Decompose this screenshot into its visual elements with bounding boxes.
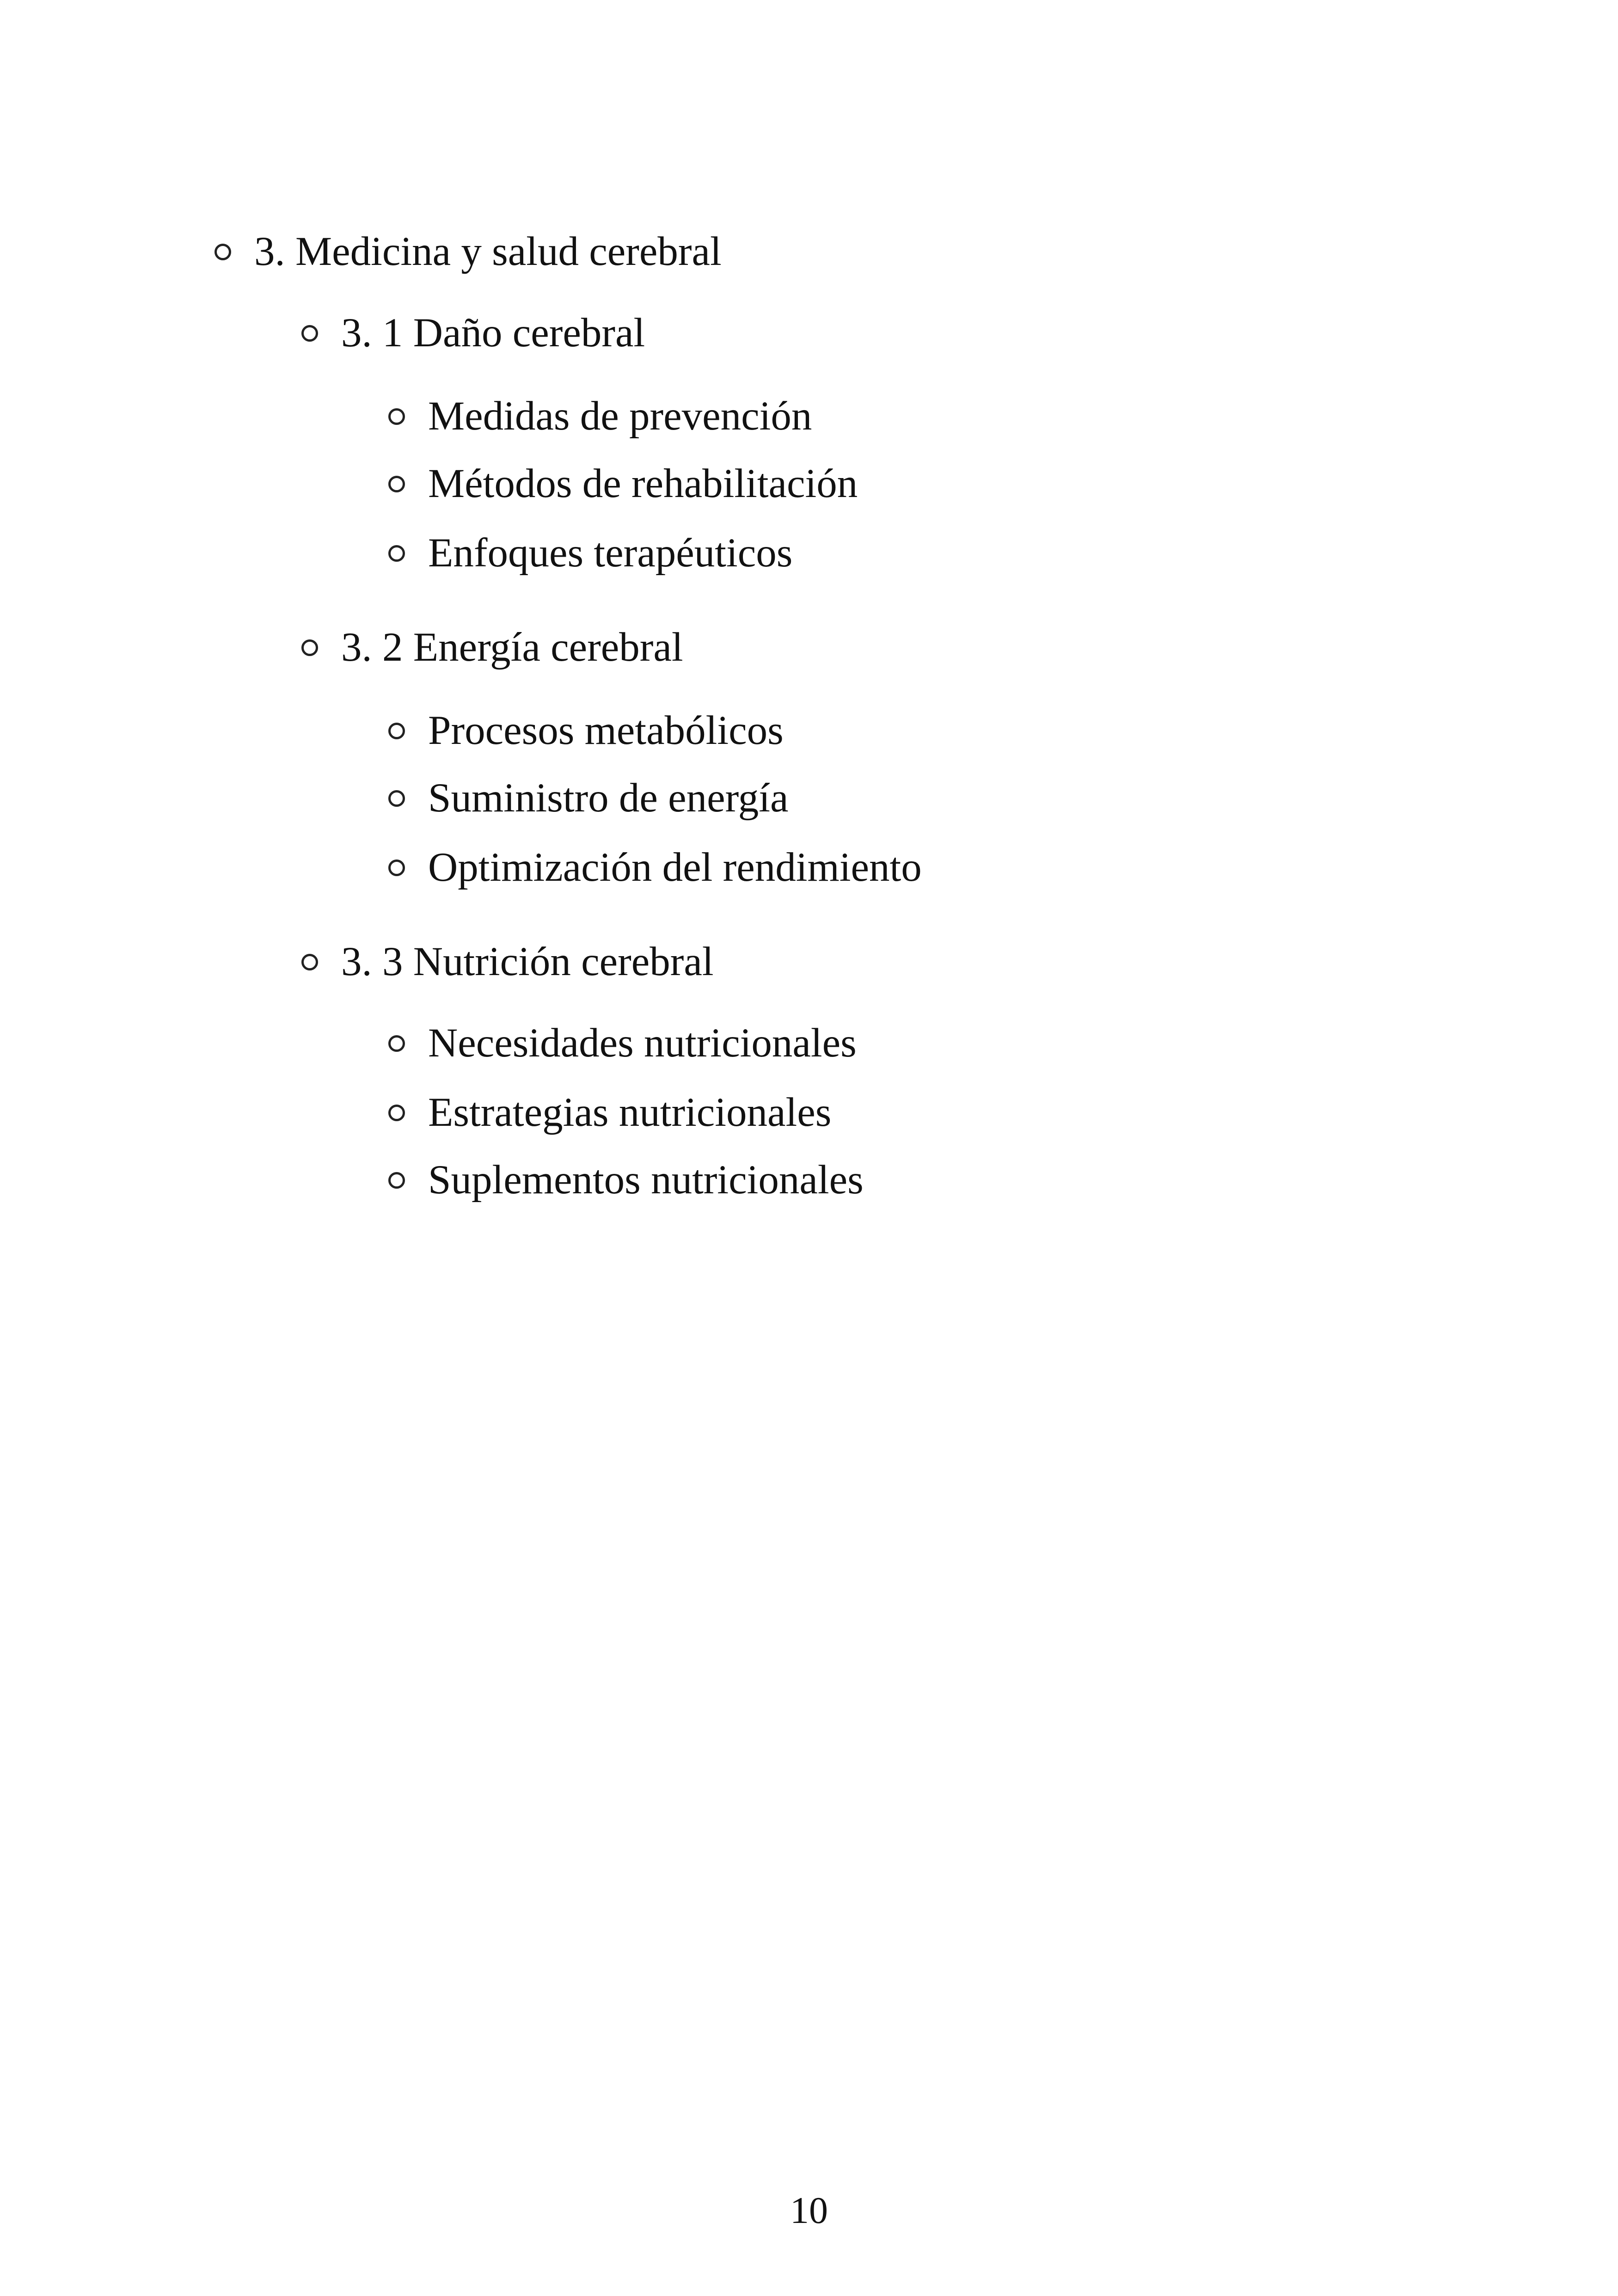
page-number: 10 — [790, 2189, 828, 2231]
circle-bullet-icon — [388, 1172, 405, 1189]
subsection-title: 3. 3 Nutrición cerebral — [341, 939, 714, 984]
outline-item — [388, 775, 789, 821]
outline-item — [388, 710, 784, 751]
outline-subsection — [301, 310, 645, 356]
outline-item-label: Optimización del rendimiento — [428, 845, 922, 890]
outline-item-label: Suministro de energía — [428, 775, 789, 821]
circle-bullet-icon — [388, 723, 405, 739]
outline-item — [388, 1092, 831, 1133]
circle-bullet-icon — [388, 790, 405, 807]
circle-bullet-icon — [388, 545, 405, 562]
circle-bullet-icon — [301, 639, 318, 656]
section-title: 3. Medicina y salud cerebral — [254, 229, 722, 274]
outline-item-label: Procesos metabólicos — [428, 708, 784, 753]
circle-bullet-icon — [301, 325, 318, 342]
outline-subsection — [301, 941, 714, 982]
circle-bullet-icon — [388, 408, 405, 425]
outline-item — [388, 530, 793, 576]
circle-bullet-icon — [388, 476, 405, 492]
outline-item — [388, 847, 922, 888]
circle-bullet-icon — [388, 1105, 405, 1121]
outline-item — [388, 463, 858, 504]
circle-bullet-icon — [301, 954, 318, 970]
outline-subsection — [301, 627, 683, 668]
circle-bullet-icon — [388, 859, 405, 876]
circle-bullet-icon — [388, 1035, 405, 1052]
outline-item-label: Estrategias nutricionales — [428, 1090, 832, 1135]
outline-item-label: Enfoques terapéuticos — [428, 530, 793, 576]
subsection-title: 3. 1 Daño cerebral — [341, 310, 645, 356]
outline-item-label: Necesidades nutricionales — [428, 1020, 857, 1066]
outline-item — [388, 1020, 857, 1066]
outline-section — [215, 231, 722, 272]
outline-item-label: Suplementos nutricionales — [428, 1157, 864, 1203]
circle-bullet-icon — [215, 244, 231, 260]
outline-item-label: Métodos de rehabilitación — [428, 461, 858, 506]
outline-item — [388, 1157, 864, 1203]
outline-item-label: Medidas de prevención — [428, 393, 812, 439]
subsection-title: 3. 2 Energía cerebral — [341, 625, 683, 670]
outline-item — [388, 393, 812, 439]
